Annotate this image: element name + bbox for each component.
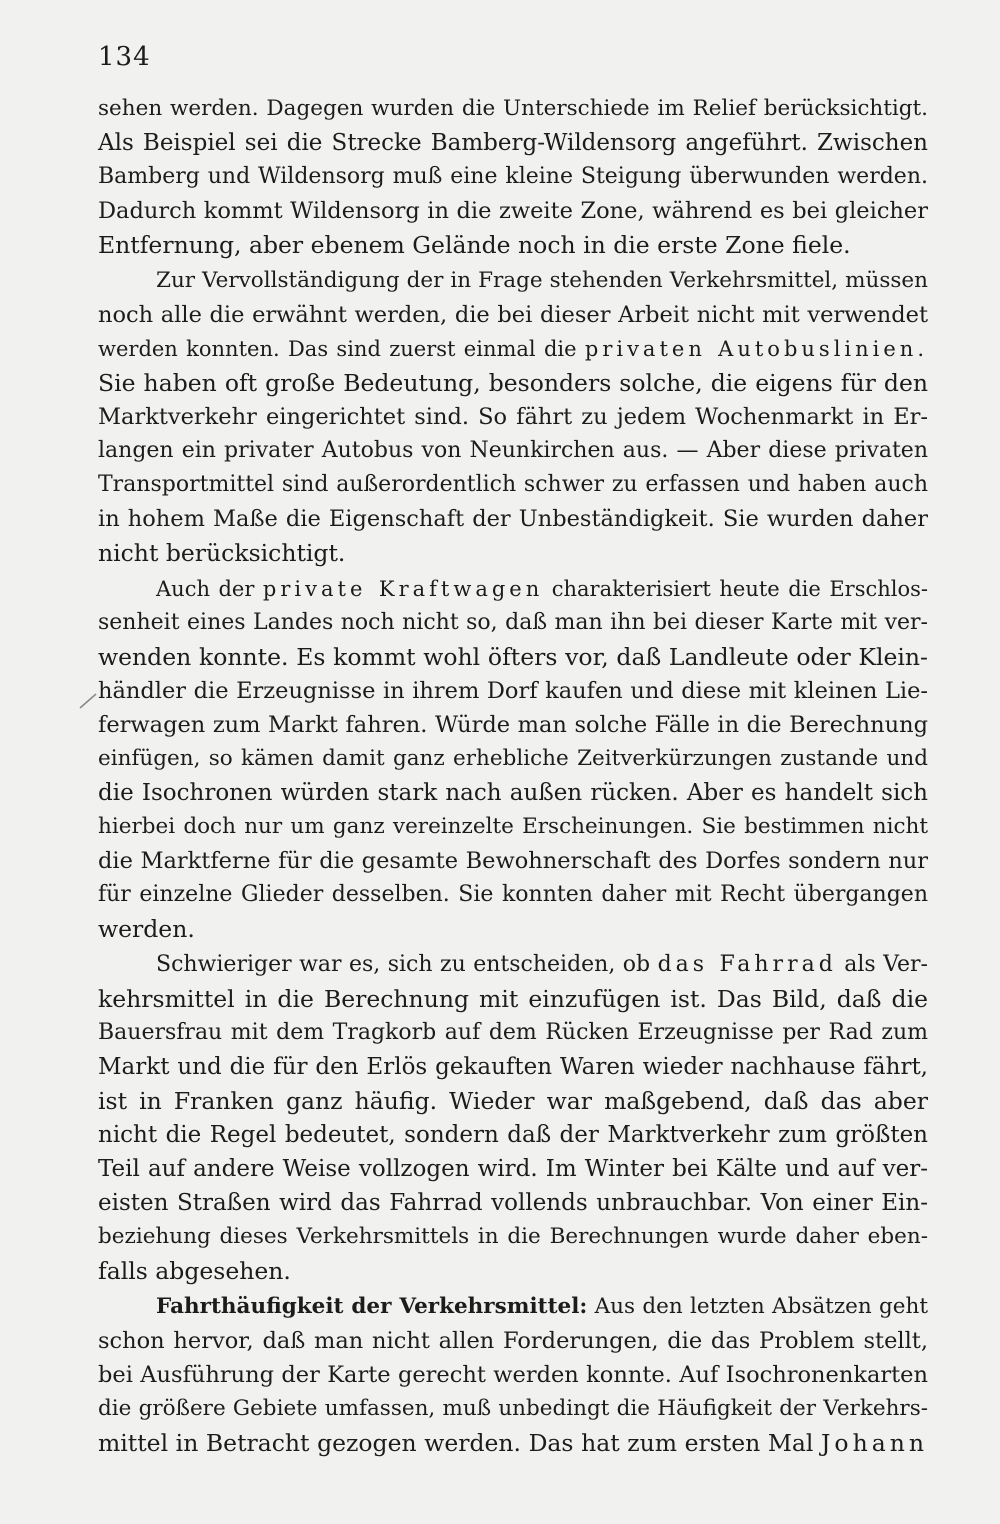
text-line: bei Ausführung der Karte gerecht werden konnte. Auf Isochronenkarten — [98, 1362, 928, 1388]
text-line: sehen werden. Dagegen wurden die Unterschiede im Relief berücksichtigt. — [98, 96, 928, 121]
text-line: Markt und die für den Erlös gekauften Waren wieder nachhause fährt, — [98, 1054, 928, 1080]
text-line: Als Beispiel sei die Strecke Bamberg-Wildensorg angeführt. Zwischen — [98, 130, 928, 156]
text-line: händler die Erzeugnisse in ihrem Dorf kaufen und diese mit kleinen Lie- — [98, 678, 928, 704]
text-line: Transportmittel sind außerordentlich schwer zu erfassen und haben auch — [98, 472, 928, 497]
text-line: kehrsmittel in die Berechnung mit einzufügen ist. Das Bild, daß die — [98, 985, 928, 1013]
text-line: Bamberg und Wildensorg muß eine kleine Steigung überwunden werden. — [98, 164, 928, 189]
text-line: ist in Franken ganz häufig. Wieder war maßgebend, daß das aber — [98, 1087, 928, 1115]
emphasis-run: privaten Autobuslinien. — [584, 337, 928, 361]
text-line: in hohem Maße die Eigenschaft der Unbeständigkeit. Sie wurden daher — [98, 506, 928, 532]
text-line: Dadurch kommt Wildensorg in die zweite Zone, während es bei gleicher — [98, 198, 928, 224]
text-line: nicht die Regel bedeutet, sondern daß der Marktverkehr zum größten — [98, 1122, 928, 1148]
text-line: Marktverkehr eingerichtet sind. So fährt zu jedem Wochenmarkt in Er- — [98, 404, 928, 430]
emphasis-run: private Kraftwagen — [262, 577, 544, 601]
text-line: Bauersfrau mit dem Tragkorb auf dem Rücken Erzeugnisse per Rad zum — [98, 1020, 928, 1045]
text-line: noch alle die erwähnt werden, die bei dieser Arbeit nicht mit verwendet — [98, 302, 928, 328]
text-line: Zur Vervollständigung der in Frage stehenden Verkehrsmittel, müssen — [156, 268, 928, 293]
text-run: als Ver- — [844, 952, 928, 977]
text-line — [156, 572, 928, 606]
text-line — [156, 948, 928, 982]
text-line: eisten Straßen wird das Fahrrad vollends unbrauchbar. Von einer Ein- — [98, 1190, 928, 1216]
text-line — [98, 1426, 928, 1460]
section-heading: Fahrthäufigkeit der Verkehrsmittel: — [156, 1294, 588, 1319]
text-line: beziehung dieses Verkehrsmittels in die Berechnungen wurde daher eben- — [98, 1224, 928, 1249]
text-run: charakterisiert heute die Erschlos- — [551, 577, 928, 601]
text-line: Sie haben oft große Bedeutung, besonders solche, die eigens für den — [98, 369, 928, 397]
pencil-mark-icon — [78, 690, 98, 710]
text-run: Auch der — [156, 577, 255, 601]
emphasis-run: das Fahrrad — [657, 952, 837, 977]
text-line: die Marktferne für die gesamte Bewohnerschaft des Dorfes sondern nur — [98, 848, 928, 874]
text-run: werden konnten. Das sind zuerst einmal die — [98, 337, 577, 361]
text-line: Entfernung, aber ebenem Gelände noch in die erste Zone fiele. — [98, 231, 851, 259]
text-line: für einzelne Glieder desselben. Sie konnten daher mit Recht übergangen — [98, 882, 928, 907]
text-line: ferwagen zum Markt fahren. Würde man solche Fälle in die Berechnung — [98, 712, 928, 738]
text-line: werden. — [98, 915, 195, 943]
text-line — [156, 1290, 928, 1324]
text-line: die größere Gebiete umfassen, muß unbedingt die Häufigkeit der Verkehrs- — [98, 1396, 928, 1421]
text-line: hierbei doch nur um ganz vereinzelte Erscheinungen. Sie bestimmen nicht — [98, 814, 928, 839]
text-line: langen ein privater Autobus von Neunkirchen aus. — Aber diese privaten — [98, 438, 928, 463]
text-line: Teil auf andere Weise vollzogen wird. Im Winter bei Kälte und auf ver- — [98, 1156, 928, 1182]
text-line: einfügen, so kämen damit ganz erhebliche Zeitverkürzungen zustande und — [98, 746, 928, 771]
emphasis-run: Johann — [821, 1429, 928, 1457]
text-line: senheit eines Landes noch nicht so, daß man ihn bei dieser Karte mit ver- — [98, 610, 928, 635]
text-run: mittel in Betracht gezogen werden. Das hat zum ersten Mal — [98, 1429, 814, 1457]
text-line — [98, 332, 928, 366]
page-number: 134 — [98, 42, 151, 72]
text-line: die Isochronen würden stark nach außen rücken. Aber es handelt sich — [98, 780, 928, 806]
text-run: Schwieriger war es, sich zu entscheiden, ob — [156, 952, 651, 977]
text-line: falls abgesehen. — [98, 1257, 291, 1285]
text-line: nicht berücksichtigt. — [98, 539, 346, 567]
text-run: Aus den letzten Absätzen geht — [594, 1294, 928, 1319]
text-line: wenden konnte. Es kommt wohl öfters vor, daß Landleute oder Klein- — [98, 643, 928, 671]
text-line: schon hervor, daß man nicht allen Forderungen, die das Problem stellt, — [98, 1328, 928, 1354]
